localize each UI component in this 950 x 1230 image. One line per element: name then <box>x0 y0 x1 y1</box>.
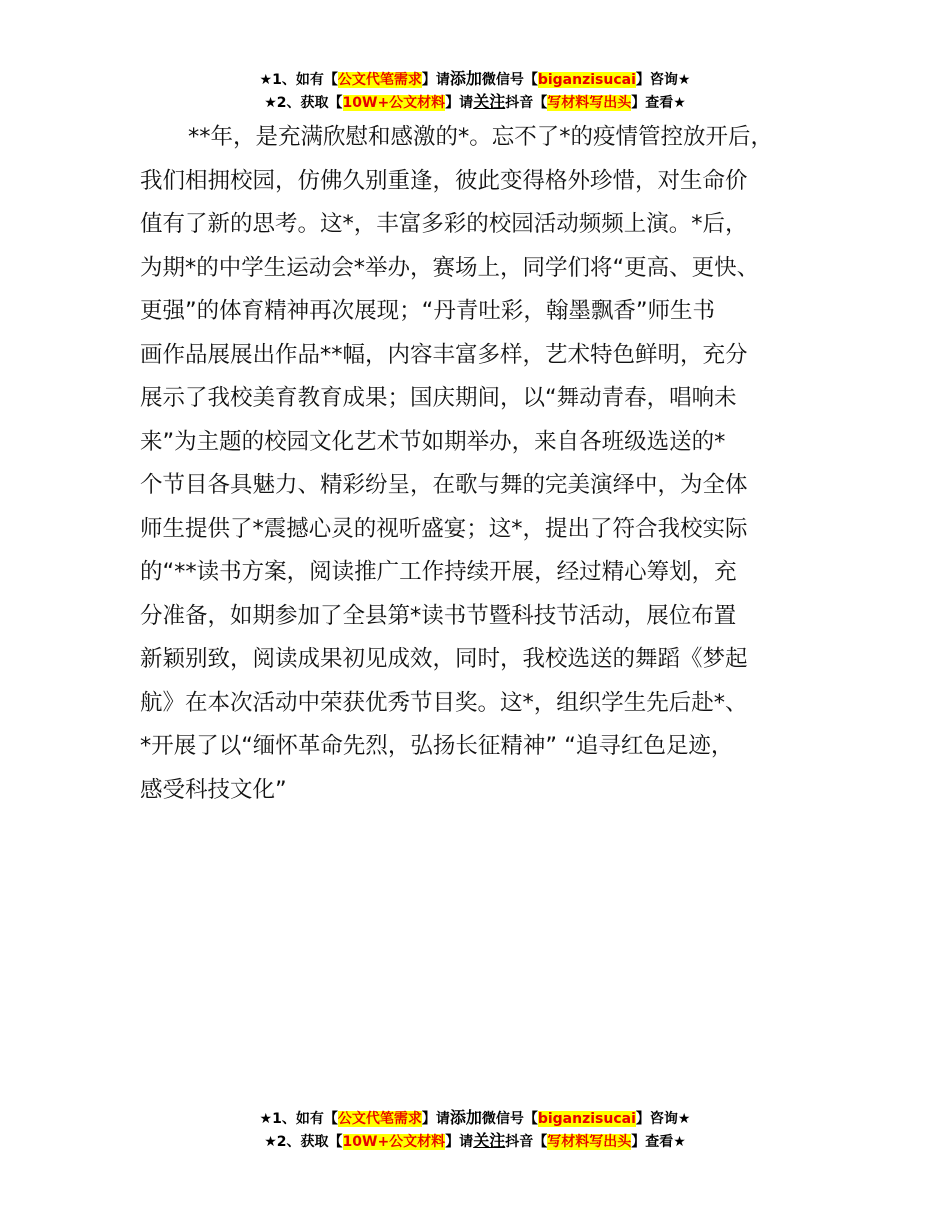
promo-line-1-suffix: 】咨询★ <box>635 72 691 88</box>
bottom-promo-banner <box>0 1107 950 1153</box>
promo-line-1-highlight-service: 公文代笔需求 <box>337 1111 422 1127</box>
promo-line-2-mid: 】请 <box>445 95 474 111</box>
promo-line-2-highlight-douyin: 写材料写出头 <box>547 1134 632 1150</box>
body-line: 感受科技文化” <box>140 776 287 803</box>
body-line: 展示了我校美育教育成果；国庆期间，以“舞动青春，唱响未 <box>140 385 737 411</box>
body-line: 为期*的中学生运动会*举办，赛场上，同学们将“更高、更快、 <box>140 254 760 281</box>
promo-line-1-mid: 】请 <box>421 72 450 88</box>
promo-line-2 <box>0 91 950 114</box>
top-promo-banner <box>0 68 950 114</box>
body-line: 师生提供了*震撼心灵的视听盛宴；这*，提出了符合我校实际 <box>140 515 748 542</box>
promo-line-1-mid2: 微信号【 <box>481 72 538 88</box>
promo-line-1-mid: 】请 <box>421 1111 450 1127</box>
promo-line-2-highlight-materials: 10W+公文材料 <box>342 1134 446 1150</box>
promo-line-1-mid2: 微信号【 <box>481 1111 538 1127</box>
promo-line-2-emphasis: 关注 <box>473 92 506 111</box>
promo-line-1-suffix: 】咨询★ <box>635 1111 691 1127</box>
body-line: 航》在本次活动中荣获优秀节目奖。这*，组织学生先后赴*、 <box>140 689 748 716</box>
promo-line-2-mid: 】请 <box>445 1134 474 1150</box>
promo-line-1-prefix: ★1、如有【 <box>259 1111 338 1127</box>
document-body <box>140 116 832 812</box>
promo-line-2-suffix: 】查看★ <box>631 95 686 111</box>
promo-line-2-mid2: 抖音【 <box>505 95 548 111</box>
promo-line-2-highlight-douyin: 写材料写出头 <box>547 95 632 111</box>
promo-line-2-suffix: 】查看★ <box>631 1134 686 1150</box>
promo-line-1-emphasis: 添加 <box>449 1108 482 1127</box>
body-line: 分准备，如期参加了全县第*读书节暨科技节活动，展位布置 <box>140 602 737 629</box>
promo-line-1 <box>0 68 950 91</box>
promo-line-2-highlight-materials: 10W+公文材料 <box>342 95 446 111</box>
promo-line-1-highlight-wechat: biganzisucai <box>537 1111 636 1127</box>
body-line: 来”为主题的校园文化艺术节如期举办，来自各班级选送的* <box>140 428 726 455</box>
body-line: 我们相拥校园，仿佛久别重逢，彼此变得格外珍惜，对生命价 <box>140 167 748 194</box>
body-line: 的“**读书方案，阅读推广工作持续开展，经过精心筹划，充 <box>140 559 737 585</box>
promo-line-2-mid2: 抖音【 <box>505 1134 548 1150</box>
promo-line-2 <box>0 1130 950 1153</box>
body-line: *开展了以“缅怀革命先烈，弘扬长征精神” “追寻红色足迹， <box>140 733 734 759</box>
promo-line-1-highlight-wechat: biganzisucai <box>537 72 636 88</box>
promo-line-1-emphasis: 添加 <box>449 69 482 88</box>
body-line: 个节目各具魅力、精彩纷呈，在歌与舞的完美演绎中，为全体 <box>140 472 748 498</box>
body-line: 更强”的体育精神再次展现；“丹青吐彩，翰墨飘香”师生书 <box>140 298 715 324</box>
body-line: 值有了新的思考。这*，丰富多彩的校园活动频频上演。*后， <box>140 211 748 237</box>
promo-line-2-prefix: ★2、获取【 <box>264 95 343 111</box>
body-line: 新颖别致，阅读成果初见成效，同时，我校选送的舞蹈《梦起 <box>140 646 748 672</box>
promo-line-1-prefix: ★1、如有【 <box>259 72 338 88</box>
promo-line-1-highlight-service: 公文代笔需求 <box>337 72 422 88</box>
promo-line-2-prefix: ★2、获取【 <box>264 1134 343 1150</box>
promo-line-2-emphasis: 关注 <box>473 1131 506 1150</box>
body-line: 画作品展展出作品**幅，内容丰富多样，艺术特色鲜明，充分 <box>140 341 748 368</box>
body-line: **年，是充满欣慰和感激的*。忘不了*的疫情管控放开后， <box>188 124 774 150</box>
promo-line-1 <box>0 1107 950 1130</box>
